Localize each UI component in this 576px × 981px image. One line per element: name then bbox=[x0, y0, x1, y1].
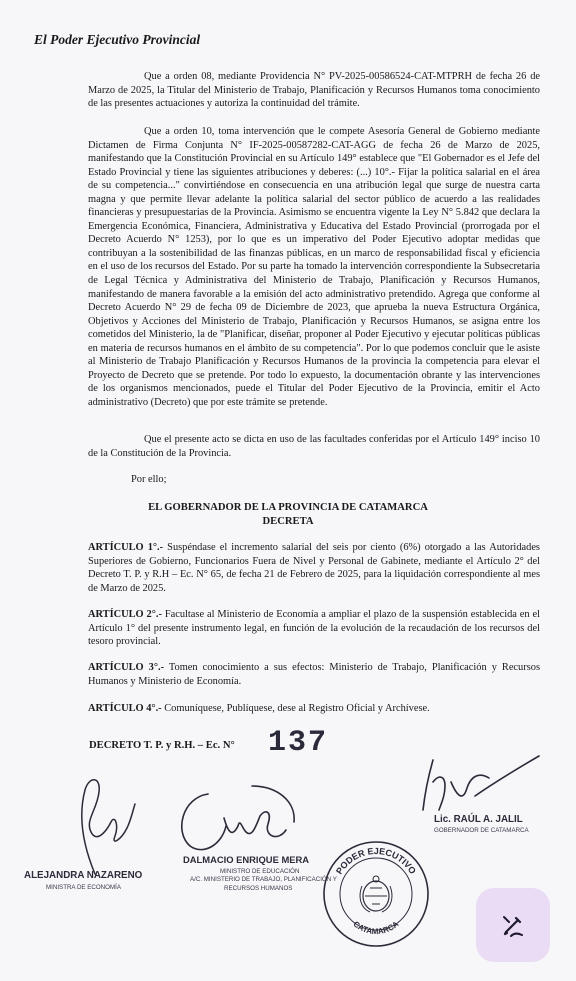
education-minister-role-1: MINISTRO DE EDUCACIÓN bbox=[220, 868, 300, 875]
paragraph-2: Que a orden 10, toma intervención que le compete Asesoría General de Gobierno mediante Dictamen de Firma Conjunta N° IF-2025-00587282-CAT-AGG de fecha 26 de Marzo de 2025, manifestando que la Constitución Provincial en su Artículo 149° establece que "El Gobernador es el Jefe del Estado Provincial y tiene las siguientes atribuciones y deberes: (...) 10°.- Fijar la política salarial en el área de su competencia..." convirtiéndose en consecuencia en una atribución legal que surge de nuestra carta magna y que permite llevar adelante la política salarial del sector público de acuerdo a las realidades financieras y presupuestarias de la Provincia. Asimismo se encuentra vigente la Ley N° 5.842 que declara la Emergencia Económica, Financiera, Administrativa y Educativa del Estado Provincial (prorrogada por el Decreto Acuerdo N° 1253), por lo que es un imperativo del Poder Ejecutivo adoptar medidas que contribuyan a la sostenibilidad de las finanzas públicas, en un marco de responsabilidad fiscal y eficiencia en el uso de los recursos del Estado. Por su parte ha tomado la intervención correspondiente la Subsecretaria de Legal Técnica y Administrativa del Ministerio de Trabajo, Planificación y Recursos Humanos, manifestando de manera favorable a la emisión del acto administrativo pretendido. Agrega que conforme al Decreto Acuerdo N° 29 de fecha 09 de Diciembre de 2023, que aprueba la nueva Estructura Orgánica, Objetivos y Acciones del Ministerio de Trabajo, Planificación y Recursos Humanos, se asigna entre los cometidos del Ministerio, la de "Planificar, diseñar, proponer al Poder Ejecutivo y ejecutar políticas públicas en materia de recursos humanos en el ámbito de su competencia". Por lo que podemos concluir que le asiste al Ministerio de Trabajo Planificación y Recursos Humanos de la provincia la competencia para elevar el Proyecto de Decreto que se pretende. Por todo lo expuesto, la documentación obrante y las intervenciones de los organismos mencionados, puede el Titular del Poder Ejecutivo de la Provincia, emitir el Acto administrativo (Decreto) que por este trámite se pretende. bbox=[88, 126, 540, 408]
article-2-text: Facultase al Ministerio de Economía a ampliar el plazo de la suspensión establecida en el Artículo 1° del presente instrumento legal, en función de la evolución de la recaudación de los recursos del tesoro provincial. bbox=[88, 609, 540, 648]
article-4-text: Comuníquese, Publíquese, dese al Registro Oficial y Archívese. bbox=[161, 703, 430, 714]
article-1-label: ARTÍCULO 1°.- bbox=[88, 542, 164, 553]
economy-minister-signature bbox=[55, 770, 145, 880]
article-1 bbox=[88, 541, 540, 595]
paragraph-3: Que el presente acto se dicta en uso de las facultades conferidas por el Artículo 149° inciso 10 de la Constitución de la Provincia. bbox=[88, 434, 540, 459]
edit-pencil-icon bbox=[498, 910, 528, 940]
article-2-label: ARTÍCULO 2°.- bbox=[88, 609, 162, 620]
education-minister-role-3: RECURSOS HUMANOS bbox=[224, 885, 293, 892]
paragraph-1: Que a orden 08, mediante Providencia N° PV-2025-00586524-CAT-MTPRH de fecha 26 de Marzo de 2025, la Titular del Ministerio de Trabajo, Planificación y Recursos Humanos toma conocimiento de las presentes actuaciones y autoriza la continuidad del trámite. bbox=[88, 71, 540, 110]
article-1-text: Suspéndase el incremento salarial del seis por ciento (6%) otorgado a las Autoridades Superiores de Gobierno, Funcionarios Fuera de Nivel y Personal de Gabinete, mediante el Artículo 2° del Decreto T. P. y R.H – Ec. N° 65, de fecha 21 de Febrero de 2025, para la liquidación correspondiente al mes de Marzo de 2025. bbox=[88, 542, 540, 594]
article-3-text: Tomen conocimiento a sus efectos: Ministerio de Trabajo, Planificación y Recursos Humanos y Ministerio de Economía. bbox=[88, 662, 540, 687]
svg-text:CATAMARCA bbox=[352, 919, 401, 936]
decreta-title: DECRETA bbox=[262, 516, 314, 527]
article-3 bbox=[88, 661, 540, 688]
stamp-bottom-text: CATAMARCA bbox=[351, 919, 401, 937]
governor-title: EL GOBERNADOR DE LA PROVINCIA DE CATAMARCA bbox=[148, 502, 428, 513]
edit-button[interactable] bbox=[476, 888, 550, 962]
official-seal-stamp bbox=[320, 838, 432, 950]
article-4 bbox=[88, 702, 540, 716]
education-minister-name: DALMACIO ENRIQUE MERA bbox=[183, 854, 310, 865]
article-4-label: ARTÍCULO 4°.- bbox=[88, 703, 162, 714]
economy-minister-name: ALEJANDRA NAZARENO bbox=[24, 870, 143, 881]
article-2 bbox=[88, 608, 540, 649]
education-minister-role-2: A/C. MINISTERIO DE TRABAJO, PLANIFICACIÓN Y bbox=[190, 876, 337, 883]
document-heading: El Poder Ejecutivo Provincial bbox=[34, 32, 201, 47]
por-ello: Por ello; bbox=[131, 474, 167, 485]
decreto-label: DECRETO T. P. y R.H. – Ec. N° bbox=[89, 740, 235, 751]
stamp-top-text: PODER EJECUTIVO bbox=[334, 845, 418, 876]
economy-minister-role: MINISTRA DE ECONOMÍA bbox=[46, 884, 121, 891]
governor-role: GOBERNADOR DE CATAMARCA bbox=[434, 827, 529, 834]
governor-signature bbox=[405, 752, 555, 822]
article-3-label: ARTÍCULO 3°.- bbox=[88, 662, 165, 673]
governor-name: Lic. RAÚL A. JALIL bbox=[434, 814, 523, 825]
decreto-number: 137 bbox=[268, 726, 329, 760]
coat-of-arms-icon bbox=[360, 876, 392, 912]
education-minister-signature bbox=[168, 782, 308, 860]
